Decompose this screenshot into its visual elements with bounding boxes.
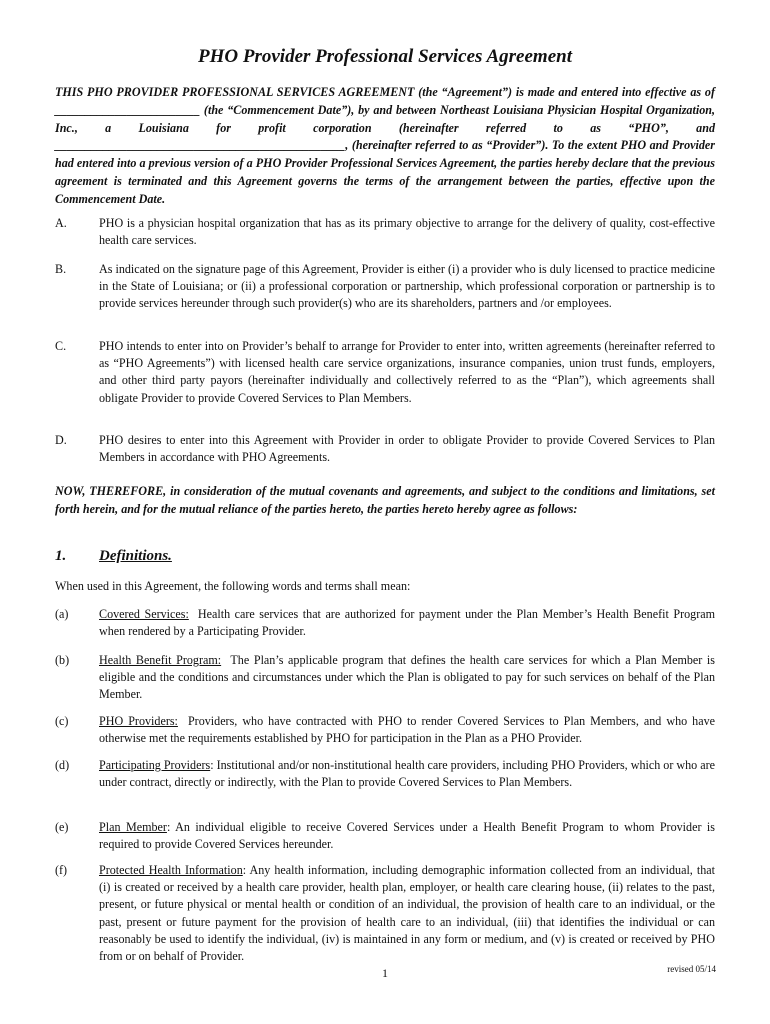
now-therefore-clause: NOW, THEREFORE, in consideration of the mutual covenants and agreements, and subject to the conditions and limitations, set forth herein, and for the mutual reliance of the parties hereto, the parties hereto hereby agree as follows: [55, 484, 715, 516]
definition-letter: (c) [55, 714, 69, 728]
definition-term: Covered Services: [99, 607, 189, 621]
definition-letter: (e) [55, 820, 69, 834]
definition-term: Protected Health Information [99, 863, 243, 877]
recital-text: PHO intends to enter into on Provider’s behalf to arrange for Provider to enter into, written agreements (hereinafter referred to as “PHO Agreements”) with licensed health care service organizations, insurance companies, union trust funds, employers, and other third party payors (hereinafter individually and collectively referred to as the “Plan”), which agreements shall obligate Provider to provide Covered Services to Plan Members. [99, 339, 715, 405]
definition-term: Participating Providers [99, 758, 211, 772]
definition-letter: (b) [55, 653, 70, 667]
recital-d [55, 432, 715, 466]
definition-text: : An individual eligible to receive Covered Services under a Health Benefit Program to whom Provider is required to provide Covered Services hereunder. [99, 820, 716, 852]
recital-text: PHO is a physician hospital organization that has as its primary objective to arrange for the delivery of quality, cost-effective health care services. [99, 216, 715, 248]
definition-term: Plan Member [99, 820, 167, 834]
agreement-preamble: THIS PHO PROVIDER PROFESSIONAL SERVICES AGREEMENT (the “Agreement”) is made and entered into effective as of ________________________ (the “Commencement Date”), by and between Northeast Louisiana Physician Hospital Organization, Inc., a Louisiana for profit corporation (hereinafter referred to as “PHO”, and ________________________________________________, (hereinafter referred to as “Provider”). To the extent PHO and Provider had entered into a previous version of a PHO Provider Professional Services Agreement, the parties hereby declare that the previous agreement is terminated and this Agreement governs the terms of the arrangement between the parties, effective upon the Commencement Date. [55, 85, 715, 206]
definition-text: Providers, who have contracted with PHO to render Covered Services to Plan Members, and who have otherwise met the requirements established by PHO for participation in the Plan as a PHO Provider. [99, 714, 716, 746]
definition-text: : Any health information, including demographic information collected from an individual, that (i) is created or received by a health care provider, health plan, employer, or health care clearing house, (ii) relates to the past, present, or future physical or mental health or condition of an individual, the provision of health care to an individual, or the past, present or future payment for the provision of health care to an individual, (iii) that identifies the individual or can reasonably be used to identify the individual, (iv) is maintained in any form or medium, and (v) is created or received by PHO from or on behalf of Provider. [99, 863, 715, 964]
definition-text: Health care services that are authorized for payment under the Plan Member’s Health Benefit Program when rendered by a Participating Provider. [99, 607, 716, 639]
definition-term: Health Benefit Program: [99, 653, 222, 667]
definition-letter: (a) [55, 607, 69, 621]
definition-b [55, 652, 715, 704]
recital-letter: D. [55, 433, 67, 447]
definition-term: PHO Providers: [99, 714, 178, 728]
definitions-intro: When used in this Agreement, the following words and terms shall mean: [55, 579, 411, 593]
recital-letter: A. [55, 216, 67, 230]
recital-a [55, 215, 715, 249]
definition-c [55, 713, 715, 747]
section-number: 1. [55, 548, 67, 564]
definition-text: : Institutional and/or non-institutional health care providers, including PHO Providers, which or who are under contract, directly or indirectly, with the Plan to provide Covered Services to Plan Members. [99, 758, 716, 790]
recital-text: As indicated on the signature page of this Agreement, Provider is either (i) a provider who is duly licensed to practice medicine in the State of Louisiana; or (ii) a professional corporation or partnership, which professional corporation or partnership is to provide services hereunder through such provider(s) who are its shareholders, partners and /or employees. [99, 262, 715, 311]
recital-text: PHO desires to enter into this Agreement with Provider in order to obligate Provider to provide Covered Services to Plan Members in accordance with PHO Agreements. [99, 433, 715, 465]
recital-letter: C. [55, 339, 67, 353]
section-title: Definitions. [99, 548, 172, 564]
definition-letter: (d) [55, 758, 70, 772]
revision-date: revised 05/14 [667, 964, 716, 974]
definition-text: The Plan’s applicable program that defines the health care services for which a Plan Member is eligible and the conditions and circumstances under which the Plan is obligated to pay for such services on behalf of the Plan Member. [99, 653, 716, 702]
document-title: PHO Provider Professional Services Agreement [198, 46, 572, 67]
definition-letter: (f) [55, 863, 68, 877]
recital-letter: B. [55, 262, 67, 276]
definition-d [55, 757, 715, 791]
page-number: 1 [382, 966, 388, 980]
recital-b [55, 261, 715, 313]
definition-a [55, 606, 715, 640]
recital-c [55, 338, 715, 407]
definition-f [55, 862, 715, 965]
definition-e [55, 819, 715, 853]
